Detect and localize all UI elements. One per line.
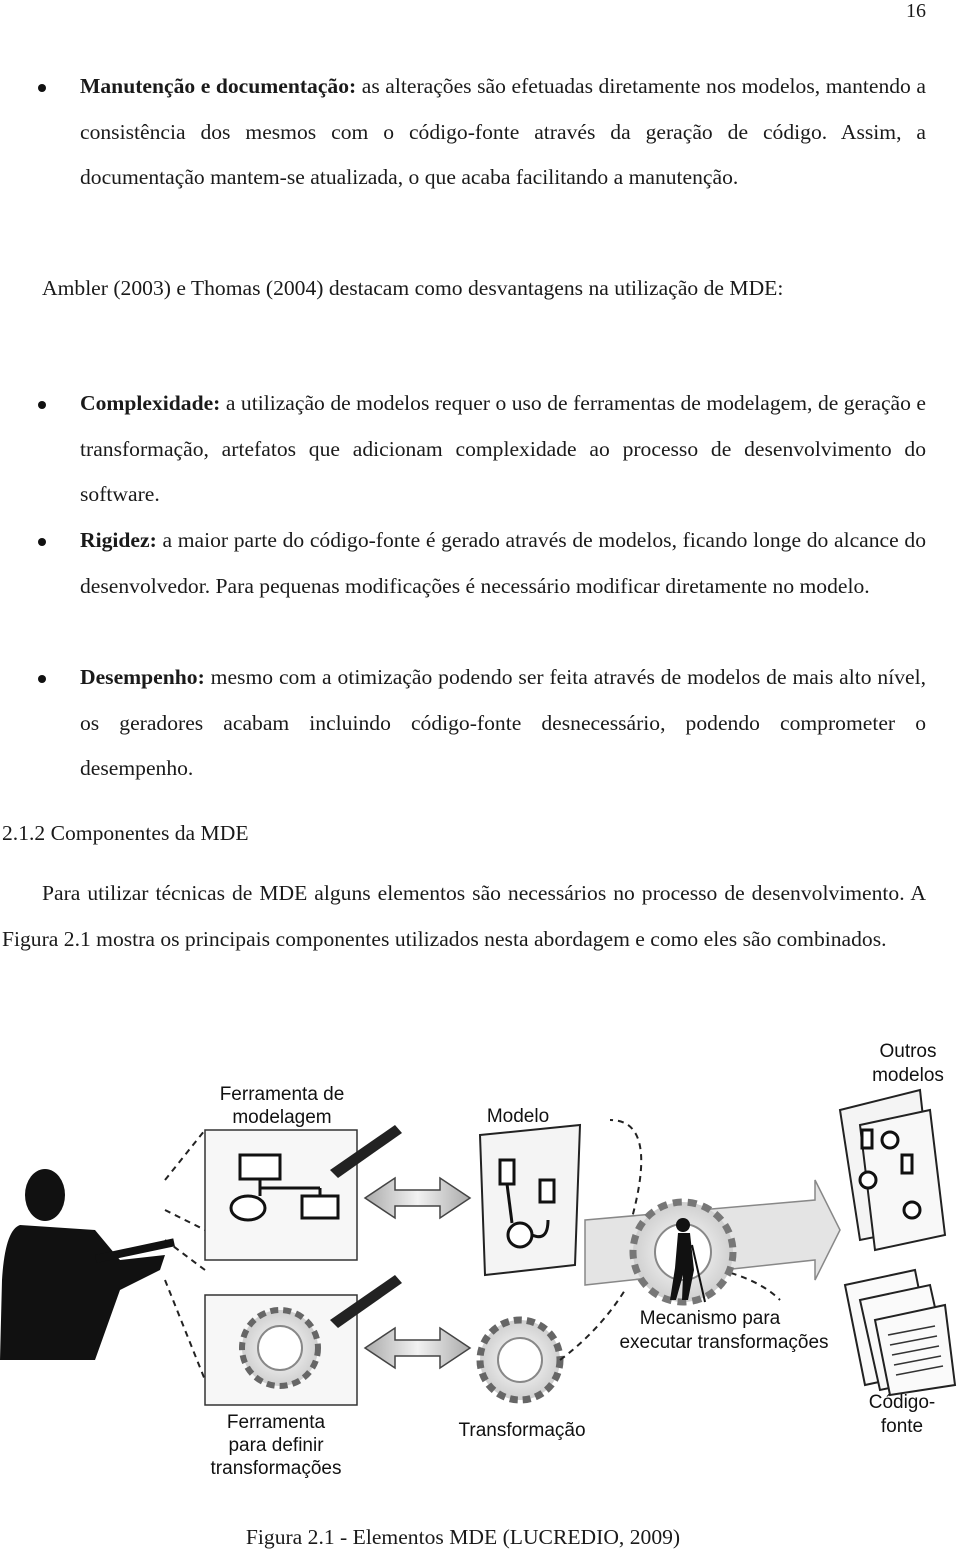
developer-icon [0,1169,175,1360]
intro-paragraph: Ambler (2003) e Thomas (2004) destacam como desvantagens na utilização de MDE: [42,276,784,300]
double-arrow-icon [365,1328,470,1368]
section-paragraph: Para utilizar técnicas de MDE alguns elementos são necessários no processo de desenvolvimento. A Figura 2.1 mostra os principais componentes utilizados nesta abordagem e como eles são combinados. [2,881,926,951]
mechanism-icon [633,1202,733,1302]
projection-lines [165,1130,205,1380]
bullet-complexity [80,381,926,518]
label-transform-tool: transformações [210,1458,342,1479]
double-arrow-icon [365,1178,470,1218]
bullet-term: Manutenção e documentação: [80,74,357,98]
bullet-text: as alterações são efetuadas diretamente nos modelos, mantendo a consistência dos mesmos com o código-fonte através da geração de código. Assim, a documentação mantem-se atualizada, o que acaba facilitando a manutenção. [80,74,926,189]
figure-caption: Figura 2.1 - Elementos MDE (LUCREDIO, 2009) [245,1525,681,1549]
label-transform-tool: Ferramenta [226,1412,326,1433]
bullet-icon [38,538,46,546]
label-source-code: fonte [880,1416,924,1437]
label-modeling-tool: Ferramenta de [219,1084,345,1105]
bullet-text: mesmo com a otimização podendo ser feita através de modelos de mais alto nível, os geradores acabam incluindo código-fonte desnecessário, podendo comprometer o desempenho. [80,665,926,780]
bullet-icon [38,401,46,409]
label-model: Modelo [486,1106,550,1127]
bullet-performance [80,655,926,792]
bullet-text: a maior parte do código-fonte é gerado através de modelos, ficando longe do alcance do desenvolvedor. Para pequenas modificações é necessário modificar diretamente no modelo. [80,528,926,598]
bullet-term: Complexidade: [80,391,221,415]
bullet-text: a utilização de modelos requer o uso de ferramentas de modelagem, de geração e transformação, artefatos que adicionam complexidade ao processo de desenvolvimento do software. [80,391,926,506]
label-mechanism: executar transformações [619,1332,829,1353]
label-modeling-tool: modelagem [232,1107,332,1128]
section-heading: 2.1.2 Componentes da MDE [2,821,249,845]
page-number: 16 [906,0,926,22]
label-source-code: Código- [868,1392,936,1413]
model-sheet [480,1125,580,1275]
other-models-sheets [840,1090,945,1250]
label-transformation: Transformação [458,1420,586,1441]
transformation-tool-panel [205,1275,402,1405]
bullet-term: Rigidez: [80,528,157,552]
label-other-models: modelos [872,1065,944,1086]
transformation-gear-icon [480,1320,560,1400]
label-other-models: Outros [879,1041,937,1062]
bullet-icon [38,84,46,92]
label-mechanism: Mecanismo para [639,1308,781,1329]
bullet-icon [38,675,46,683]
mde-elements-figure [0,1030,960,1490]
bullet-rigidity [80,518,926,609]
label-transform-tool: para definir [228,1435,324,1456]
bullet-term: Desempenho: [80,665,205,689]
bullet-maintenance [80,64,926,201]
